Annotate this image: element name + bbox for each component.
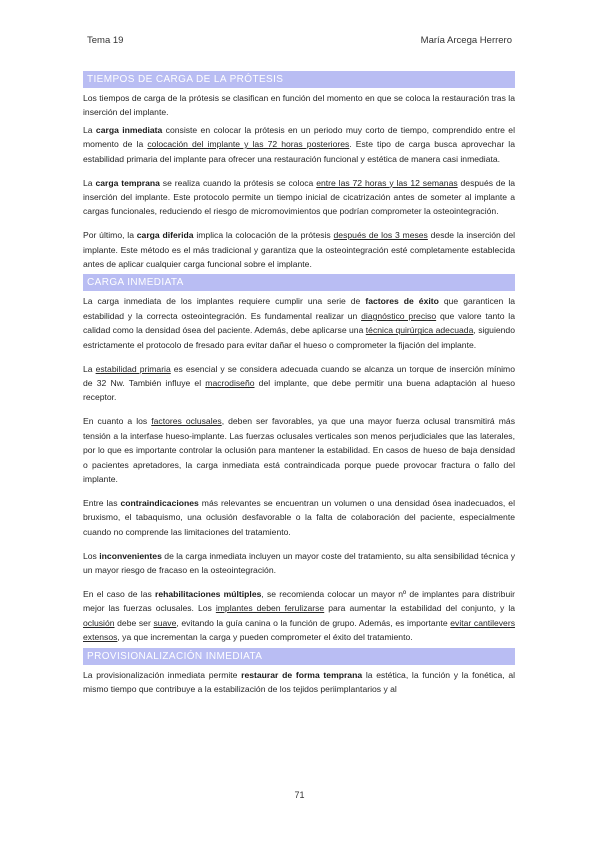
bold-term: rehabilitaciones múltiples [155,588,262,599]
paragraph [83,549,515,578]
section-heading: TIEMPOS DE CARGA DE LA PRÓTESIS [83,71,515,88]
page-content [83,71,515,698]
text-run: debe ser [114,617,154,628]
text-run: implica la colocación de la prótesis [193,230,334,241]
text-run: , siguiendo estrictamente el protocolo de fresado para evitar dañar el hueso o comprometer la fijación del implante. [83,325,515,350]
paragraph [83,668,515,697]
text-run: desde la inserción del implante. Este método es el más tradicional y garantiza que la osteointegración esté completamente establecida antes de aplicar cualquier carga funcional sobre el implante. [83,230,516,270]
paragraph [83,587,515,645]
underlined-term: diagnóstico preciso [361,310,437,321]
text-run: después de la inserción del implante. Este protocolo permite un tiempo inicial de cicatrización antes de someter al implante a cargas funcionales, reduciendo el riesgo de micromovimientos que podrían comprometer la osteointegración. [83,177,516,217]
underlined-term: implantes deben ferulizarse [215,603,325,614]
text-run: de la carga inmediata incluyen un mayor coste del tratamiento, su alta sensibilidad técnica y un mayor riesgo de fracaso en la osteointegración. [83,550,515,575]
underlined-term: oclusión [83,617,115,628]
text-run: La [83,177,96,188]
text-run: La provisionalización inmediata permite [83,669,242,680]
underlined-term: técnica quirúrgica adecuada [365,325,474,336]
text-run: del implante, que debe permitir una buena adaptación al hueso receptor. [83,378,515,403]
text-run: la estética, la función y la fonética, al mismo tiempo que contribuye a la estabilización de los tejidos periimplantarios y al [83,669,516,694]
paragraph [83,123,515,166]
text-run: , deben ser favorables, ya que una mayor fuerza oclusal transmitirá más tensión a la interfase hueso-implante. Las fuerzas oclusales verticales son menos perjudiciales que las laterales, por lo que es importante controlar la oclusión para mantener la estabilidad. En casos de hueso de baja densidad o pacientes apretadores, la carga inmediata está contraindicada porque puede provocar fractura o fallo del implante. [83,416,515,484]
underlined-term: macrodiseño [205,378,255,388]
underlined-term: factores oclusales [151,416,222,427]
bold-term: carga temprana [95,177,160,188]
text-run: para aumentar la estabilidad del conjunto, y la [324,603,516,614]
bold-term: carga inmediata [95,124,163,135]
section-heading: CARGA INMEDIATA [83,274,515,291]
bold-term: restaurar de forma temprana [241,669,363,680]
bold-term: factores de éxito [365,296,439,307]
underlined-term: después de los 3 meses [333,230,428,241]
text-run: Los [83,550,100,561]
text-run: , se recomienda colocar un mayor nº de implantes para distribuir mejor las fuerzas oclusales. Los [83,588,515,614]
text-run: se realiza cuando la prótesis se coloca [159,177,317,188]
paragraph [83,176,515,219]
text-run: Por último, la [83,230,137,241]
paragraph [83,91,515,120]
section-heading: PROVISIONALIZACIÓN INMEDIATA [83,648,515,665]
page-number: 71 [294,790,305,800]
text-run: La [83,124,96,135]
text-run: , ya que incrementan la carga y pueden comprometer el éxito del tratamiento. [117,632,413,643]
paragraph [83,362,515,405]
paragraph [83,496,515,539]
text-run: que garanticen la estabilidad y la correcta osteointegración. Es fundamental realizar un [83,296,516,321]
text-run: La carga inmediata de los implantes requiere cumplir una serie de [83,296,366,307]
text-run: , evitando la guía canina o la función de grupo. Además, es importante [176,617,451,628]
underlined-term: evitar cantilevers extensos [83,617,515,643]
text-run: Entre las [83,497,121,508]
text-run: más relevantes se encuentran un volumen o una densidad ósea inadecuados, el bruxismo, el tabaquismo, una oclusión desfavorable o la falta de colaboración del paciente, especialmente cuando no comprende las limitaciones del tratamiento. [83,497,515,537]
text-run: La [83,363,96,374]
text-run: En cuanto a los [83,416,152,427]
header-author: María Arcega Herrero [420,35,512,46]
bold-term: inconvenientes [99,550,162,561]
underlined-term: entre las 72 horas y las 12 semanas [316,177,458,188]
paragraph [83,414,515,486]
text-run: que valore tanto la calidad como la densidad ósea del paciente. Además, debe aplicarse una [83,310,515,336]
underlined-term: estabilidad primaria [95,363,171,374]
text-run: Los tiempos de carga de la prótesis se clasifican en función del momento en que se coloca la restauración tras la inserción del implante. [83,93,515,118]
underlined-term: suave [153,617,177,628]
bold-term: contraindicaciones [120,497,199,508]
text-run: consiste en colocar la prótesis en un periodo muy corto de tiempo, comprendido entre el momento de la [83,124,515,150]
bold-term: carga diferida [136,230,194,241]
text-run: En el caso de las [83,588,155,599]
text-run: es esencial y se considera adecuada cuando se alcanza un torque de inserción mínimo de 32 Nw. También influye el [83,363,515,388]
paragraph [83,228,515,271]
paragraph [83,294,515,352]
header-topic: Tema 19 [87,35,124,46]
text-run: . Este tipo de carga busca aprovechar la estabilidad primaria del implante para ofrecer una restauración funcional y estética de manera casi inmediata. [83,139,515,164]
underlined-term: colocación del implante y las 72 horas posteriores [147,139,350,150]
